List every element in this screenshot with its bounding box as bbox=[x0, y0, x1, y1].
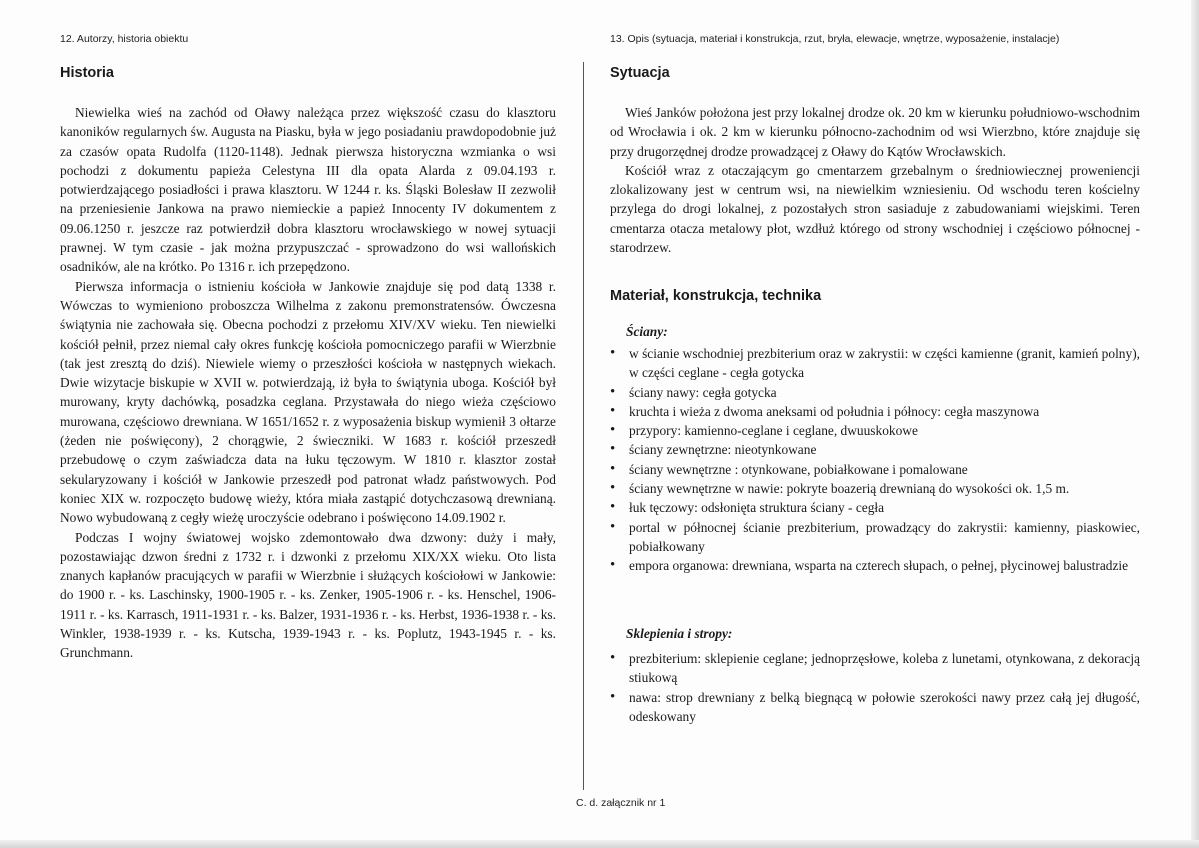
sciany-list-item: • ściany wewnętrzne : otynkowane, pobiałkowane i pomalowane bbox=[610, 460, 1140, 479]
scan-edge-bottom bbox=[0, 840, 1199, 848]
historia-title: Historia bbox=[60, 65, 114, 81]
footer-note: C. d. załącznik nr 1 bbox=[576, 797, 666, 809]
sklepienia-list-item: • nawa: strop drewniany z belką biegnącą w połowie szerokości nawy przez całą jej długość, odeskowany bbox=[610, 688, 1140, 727]
sciany-list-item: • przypory: kamienno-ceglane i ceglane, dwuuskokowe bbox=[610, 421, 1140, 440]
column-divider bbox=[583, 62, 584, 790]
sciany-list-item: • w ścianie wschodniej prezbiterium oraz w zakrystii: w części kamienne (granit, kamień polny), w części ceglane - cegła gotycka bbox=[610, 344, 1140, 383]
sytuacja-paragraph: Wieś Janków położona jest przy lokalnej drodze ok. 20 km w kierunku południowo-wschodnim od Wrocławia i ok. 2 km w kierunku północno-zachodnim od wsi Wierzbno, które znajduje się przy drugorzędnej drodze prowadzącej z Oławy do Kątów Wrocławskich. bbox=[610, 105, 1140, 159]
sklepienia-list bbox=[610, 649, 1140, 726]
sytuacja-body bbox=[610, 103, 1140, 257]
sklepienia-list-item: • prezbiterium: sklepienie ceglane; jednoprzęsłowe, koleba z lunetami, otynkowana, z dekoracją stiukową bbox=[610, 649, 1140, 688]
sytuacja-paragraph: Kościół wraz z otaczającym go cmentarzem grzebalnym o średniowiecznej proweniencji zlokalizowany jest w centrum wsi, na niewielkim wzniesieniu. Od wschodu teren kościelny przylega do drogi lokalnej, z pozostałych stron sasiaduje z zabudowaniami wiejskimi. Teren cmentarza otacza metalowy płot, wzdłuż którego od strony wschodniej i częściowo północnej - starodrzew. bbox=[610, 162, 1140, 256]
historia-paragraph: Pierwsza informacja o istnieniu kościoła w Jankowie znajduje się pod datą 1338 r. Wówczas to wymieniono proboszcza Wilhelma z zakonu premonstratensów. Ówczesna świątynia nie zachowała się. Obecna pochodzi z przełomu XIV/XV wieku. Ten niewielki kościół pełnił, przez niemal cały okres funkcję kościoła pomocniczego parafii w Wierzbnie (tak jest zresztą do dziś). Niewiele wiemy o przeszłości kościoła w następnych wiekach. Dwie wizytacje biskupie w XVII w. potwierdzają, iż była to świątynia uboga. Kościół był murowany, kryty dachówką, posadzka ceglana. Przystawała do niego wieża częściowo murowana, częściowo drewniana. W 1651/1652 r. z wyposażenia biskup wymienił 3 ołtarze (żeden nie poświęcony), 2 chorągwie, 2 świeczniki. W 1683 r. kościół przeszedł przebudowę o czym zaświadcza data na łuku tęczowym. W 1810 r. klasztor został sekularyzowany i kościół w Jankowie przeszedł pod patronat władz państwowych. Pod koniec XIX w. rozpoczęto budowę wieży, która miała zastąpić dotychczasową drewnianą. Nowo wybudowaną z cegły wieżę uroczyście odebrano i poświęcono 14.09.1902 r. bbox=[60, 278, 556, 526]
sciany-list-item: • ściany nawy: cegła gotycka bbox=[610, 383, 1140, 402]
sciany-list bbox=[610, 344, 1140, 576]
historia-paragraph: Podczas I wojny światowej wojsko zdemontowało dwa dzwony: duży i mały, pozostawiając dzwon średni z 1732 r. i dzwonki z przełomu XIX/XX wieku. Oto lista znanych kapłanów pracujących w parafii w Wierzbnie i służących kościołowi w Jankowie: do 1900 r. - ks. Laschinsky, 1900-1905 r. - ks. Zenker, 1905-1906 r. - ks. Henschel, 1906-1911 r. - ks. Karrasch, 1911-1931 r. - ks. Balzer, 1931-1936 r. - ks. Herbst, 1936-1938 r. - ks. Winkler, 1938-1939 r. - ks. Kutscha, 1939-1943 r. - ks. Poplutz, 1943-1945 r. - ks. Grunchmann. bbox=[60, 529, 556, 661]
sciany-list-item: • ściany zewnętrzne: nieotynkowane bbox=[610, 440, 1140, 459]
scan-edge-right bbox=[1191, 0, 1199, 848]
left-column-header: 12. Autorzy, historia obiektu bbox=[60, 33, 189, 45]
material-title: Materiał, konstrukcja, technika bbox=[610, 288, 822, 304]
sciany-list-item: • ściany wewnętrzne w nawie: pokryte boazerią drewnianą do wysokości ok. 1,5 m. bbox=[610, 479, 1140, 498]
sciany-list-item: • empora organowa: drewniana, wsparta na czterech słupach, o pełnej, płycinowej balustradzie bbox=[610, 556, 1140, 575]
sklepienia-subheading: Sklepienia i stropy: bbox=[626, 626, 733, 641]
historia-body bbox=[60, 103, 556, 663]
sciany-list-item: • portal w północnej ścianie prezbiterium, prowadzący do zakrystii: kamienny, piaskowiec, pobiałkowany bbox=[610, 518, 1140, 557]
sciany-subheading: Ściany: bbox=[626, 324, 668, 339]
sytuacja-title: Sytuacja bbox=[610, 65, 670, 81]
historia-paragraph: Niewielka wieś na zachód od Oławy należąca przez większość czasu do klasztoru kanoników regularnych św. Augusta na Piasku, była w jego posiadaniu prawdopodobnie już za czasów opata Rudolfa (1120-1148). Jednak pierwsza historyczna wzmianka o wsi pochodzi z dokumentu papieża Celestyna III dla opata Alarda z 09.04.193 r. potwierdzającego posiadłości i prawa klasztoru. W 1244 r. ks. Śląski Bolesław II zezwolił na przeniesienie Jankowa na prawo niemieckie a papież Innocenty IV dokumentem z 09.06.1250 r. jeszcze raz potwierdził dobra klasztoru wrocławskiego w nowej sytuacji prawnej. W tym czasie - jak można przypuszczać - sprowadzono do wsi wallońskich osadników, ale na krótko. Po 1316 r. ich przepędzono. bbox=[60, 105, 556, 275]
sciany-list-item: • łuk tęczowy: odsłonięta struktura ściany - cegła bbox=[610, 498, 1140, 517]
right-column-header: 13. Opis (sytuacja, materiał i konstrukcja, rzut, bryła, elewacje, wnętrze, wyposażenie, instalacje) bbox=[610, 33, 1060, 45]
sciany-list-item: • kruchta i wieża z dwoma aneksami od południa i północy: cegła maszynowa bbox=[610, 402, 1140, 421]
